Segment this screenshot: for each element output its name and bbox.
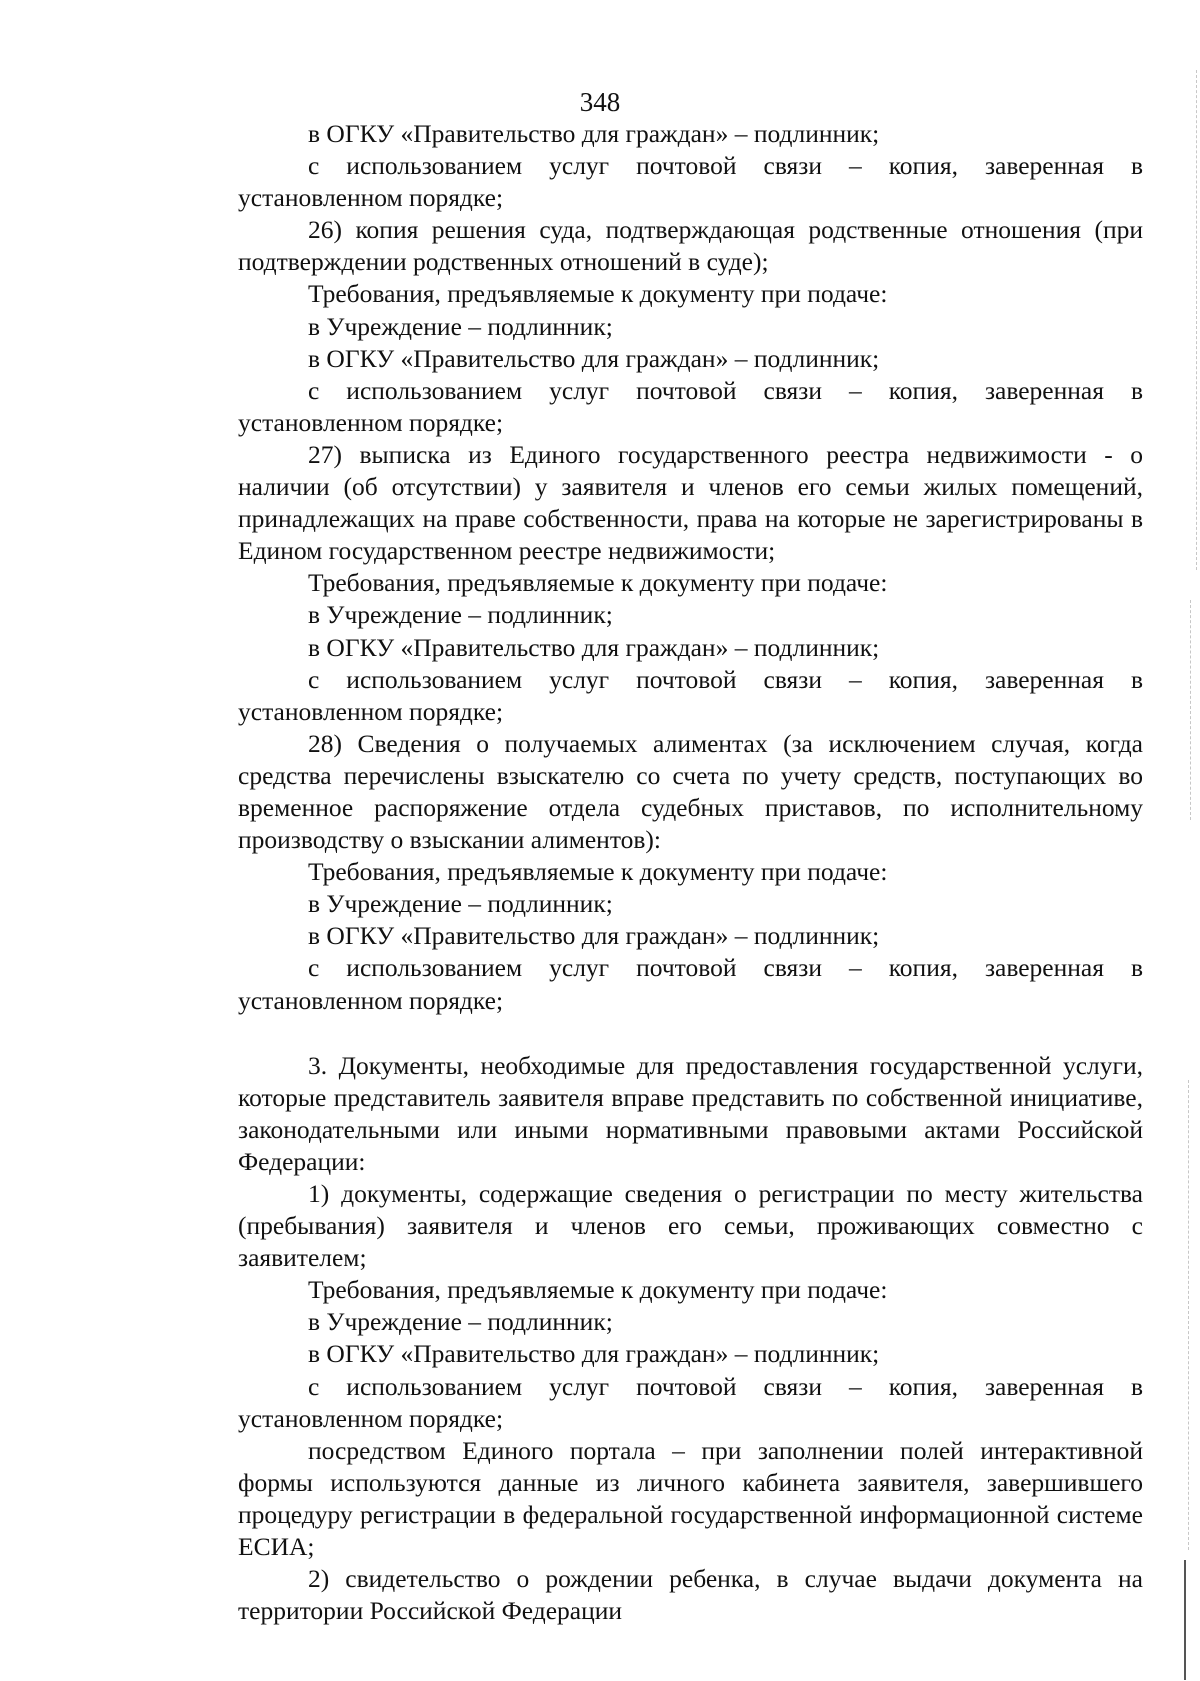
paragraph: 1) документы, содержащие сведения о регистрации по месту жительства (пребывания) заявителя и членов его семьи, проживающих совместно с заявителем; — [238, 1179, 1143, 1273]
scan-edge-line — [1196, 70, 1197, 570]
paragraph: Требования, предъявляемые к документу при подаче: — [308, 857, 888, 887]
paragraph: 26) копия решения суда, подтверждающая родственные отношения (при подтверждении родственных отношений в суде); — [238, 215, 1143, 277]
paragraph: 27) выписка из Единого государственного реестра недвижимости - о наличии (об отсутствии) у заявителя и членов его семьи жилых помещений, принадлежащих на праве собственности, права на которые не зарегистрированы в Едином государственном реестре недвижимости; — [238, 439, 1143, 566]
paragraph: 2) свидетельство о рождении ребенка, в случае выдачи документа на территории Российской Федерации — [238, 1564, 1143, 1626]
section-gap — [238, 1017, 1143, 1050]
page-number: 348 — [579, 87, 621, 117]
paragraph: в Учреждение – подлинник; — [308, 1307, 613, 1337]
document-body — [238, 118, 1143, 1627]
paragraph: Требования, предъявляемые к документу при подаче: — [308, 279, 888, 309]
paragraph: с использованием услуг почтовой связи – копия, заверенная в установленном порядке; — [238, 664, 1143, 726]
paragraph: в ОГКУ «Правительство для граждан» – подлинник; — [308, 343, 880, 373]
paragraph: в ОГКУ «Правительство для граждан» – подлинник; — [308, 632, 880, 662]
paragraph: Требования, предъявляемые к документу при подаче: — [308, 1275, 888, 1305]
paragraph: в Учреждение – подлинник; — [308, 600, 613, 630]
scan-edge-line — [1184, 1560, 1186, 1680]
paragraph: посредством Единого портала – при заполнении полей интерактивной формы используются данные из личного кабинета заявителя, завершившего процедуру регистрации в федеральной государственной информационной системе ЕСИА; — [238, 1435, 1143, 1562]
paragraph: в ОГКУ «Правительство для граждан» – подлинник; — [308, 1339, 880, 1369]
paragraph: с использованием услуг почтовой связи – копия, заверенная в установленном порядке; — [238, 953, 1143, 1015]
scan-edge-line — [1190, 600, 1191, 820]
paragraph: с использованием услуг почтовой связи – копия, заверенная в установленном порядке; — [238, 375, 1143, 437]
paragraph: в Учреждение – подлинник; — [308, 311, 613, 341]
paragraph: с использованием услуг почтовой связи – копия, заверенная в установленном порядке; — [238, 151, 1143, 213]
paragraph: в ОГКУ «Правительство для граждан» – подлинник; — [308, 119, 880, 148]
paragraph: Требования, предъявляемые к документу при подаче: — [308, 568, 888, 598]
paragraph: в ОГКУ «Правительство для граждан» – подлинник; — [308, 921, 880, 951]
paragraph: 28) Сведения о получаемых алиментах (за исключением случая, когда средства перечислены взыскателю со счета по учету средств, поступающих во временное распоряжение отдела судебных приставов, по исполнительному производству о взыскании алиментов): — [238, 728, 1143, 855]
scan-edge-line — [1188, 1080, 1189, 1550]
paragraph: в Учреждение – подлинник; — [308, 889, 613, 919]
paragraph: 3. Документы, необходимые для предоставления государственной услуги, которые представитель заявителя вправе представить по собственной инициативе, законодательными или иными нормативными правовыми актами Российской Федерации: — [238, 1050, 1143, 1176]
paragraph: с использованием услуг почтовой связи – копия, заверенная в установленном порядке; — [238, 1371, 1143, 1433]
